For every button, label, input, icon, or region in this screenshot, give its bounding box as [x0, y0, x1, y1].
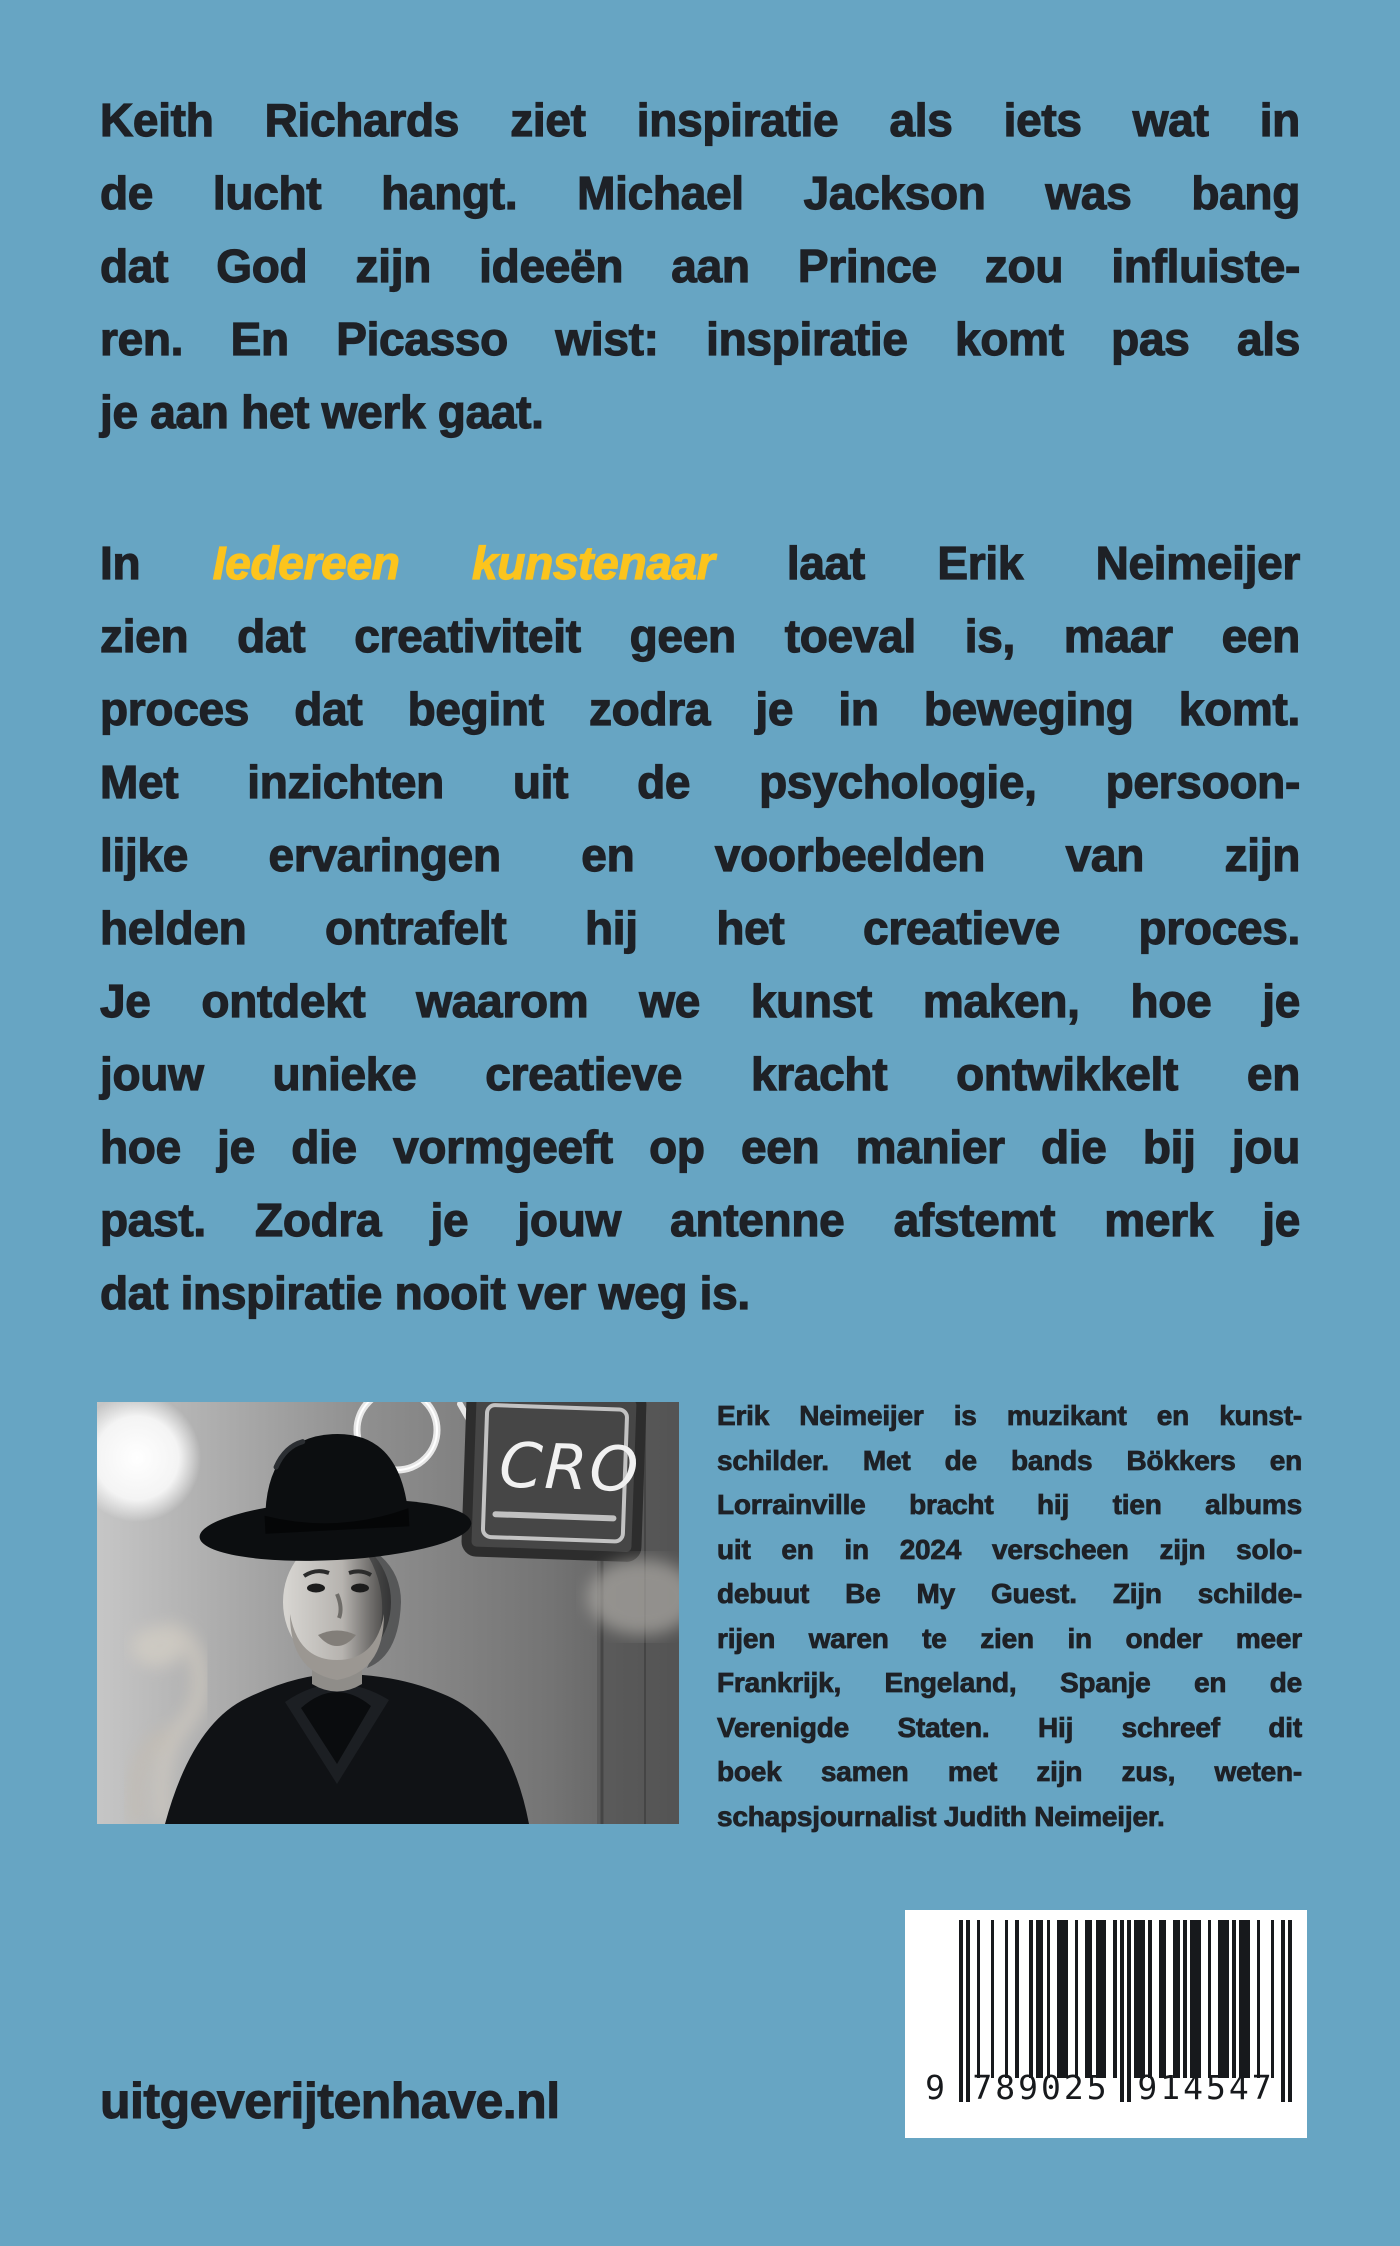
text-line: de lucht hangt. Michael Jackson was bang — [100, 167, 1300, 219]
text-line: Frankrijk, Engeland, Spanje en de — [717, 1667, 1302, 1698]
text-line: dat inspiratie nooit ver weg is. — [100, 1267, 750, 1319]
right-eye — [351, 1584, 369, 1593]
barcode-digits-right: 914547 — [1137, 2068, 1275, 2107]
text-line: Erik Neimeijer is muzikant en kunst- — [717, 1400, 1302, 1431]
barcode-bar — [1288, 1920, 1292, 2102]
barcode-digit-first: 9 — [925, 2068, 945, 2107]
barcode-bar — [1162, 1920, 1166, 2078]
book-title: Iedereen kunstenaar — [212, 537, 715, 589]
barcode-bar — [1183, 1920, 1187, 2078]
neon-sign — [466, 1402, 643, 1557]
blurb-paragraph-2 — [100, 527, 1300, 1330]
author-bio — [717, 1394, 1302, 1839]
barcode-bar — [1257, 1920, 1261, 2078]
barcode-bar — [966, 1920, 970, 2102]
text-line: jouw unieke creatieve kracht ontwikkelt en — [100, 1048, 1300, 1100]
barcode-bar — [1208, 1920, 1212, 2078]
barcode-bar — [1120, 1920, 1124, 2102]
barcode-bar — [1029, 1920, 1033, 2078]
barcode-bar — [1047, 1920, 1051, 2078]
barcode-bar — [959, 1920, 963, 2102]
text-line: schapsjournalist Judith Neimeijer. — [717, 1800, 1165, 1832]
author-photo — [97, 1402, 679, 1824]
barcode-bar — [1141, 1920, 1145, 2078]
text-line: Met inzichten uit de psychologie, persoon- — [100, 756, 1300, 808]
barcode-bar — [1127, 1920, 1131, 2102]
barcode-bar — [1176, 1920, 1180, 2078]
barcode-bar — [991, 1920, 995, 2078]
barcode-box — [905, 1910, 1307, 2138]
barcode-bar — [1005, 1920, 1009, 2078]
text-line: ren. En Picasso wist: inspiratie komt pas als — [100, 313, 1300, 365]
blurb-paragraph-1 — [100, 84, 1300, 449]
text-line: dat God zijn ideeën aan Prince zou influiste- — [100, 240, 1300, 292]
neon-sign-text: CRO — [497, 1428, 642, 1507]
barcode-bar — [1103, 1920, 1107, 2078]
publisher-website: uitgeverijtenhave.nl — [100, 2073, 560, 2129]
barcode-bar — [1040, 1920, 1044, 2078]
text-segment: In — [100, 537, 213, 589]
barcode-bar — [1015, 1920, 1019, 2078]
barcode-bar — [1225, 1920, 1229, 2078]
text-line: Je ontdekt waarom we kunst maken, hoe je — [100, 975, 1300, 1027]
text-line: hoe je die vormgeeft op een manier die bij jou — [100, 1121, 1300, 1173]
text-line: proces dat begint zodra je in beweging komt. — [100, 683, 1300, 735]
text-line — [100, 527, 1300, 600]
text-line: zien dat creativiteit geen toeval is, maar een — [100, 610, 1300, 662]
barcode-bar — [1271, 1920, 1275, 2078]
barcode-digits-left: 789025 — [972, 2068, 1110, 2107]
barcode-bar — [1246, 1920, 1250, 2078]
barcode-bar — [1089, 1920, 1093, 2078]
barcode-bar — [1075, 1920, 1079, 2078]
text-line: je aan het werk gaat. — [100, 386, 544, 438]
text-line: Keith Richards ziet inspiratie als iets wat in — [100, 94, 1300, 146]
barcode-bar — [977, 1920, 981, 2078]
barcode-bar — [1281, 1920, 1285, 2102]
barcode-bar — [1113, 1920, 1117, 2078]
text-line: uit en in 2024 verscheen zijn solo- — [717, 1533, 1302, 1565]
text-line: boek samen met zijn zus, weten- — [717, 1756, 1302, 1787]
text-line: schilder. Met de bands Bökkers en — [717, 1444, 1302, 1476]
text-line: rijen waren te zien in onder meer — [717, 1622, 1302, 1654]
text-line: helden ontrafelt hij het creatieve proces. — [100, 902, 1300, 954]
text-line: past. Zodra je jouw antenne afstemt merk je — [100, 1194, 1300, 1246]
text-segment: laat Erik Neimeijer — [714, 537, 1300, 589]
text-line: Verenigde Staten. Hij schreef dit — [717, 1711, 1302, 1743]
barcode-bar — [1197, 1920, 1201, 2078]
text-line: debuut Be My Guest. Zijn schilde- — [717, 1578, 1302, 1609]
text-line: lijke ervaringen en voorbeelden van zijn — [100, 829, 1300, 881]
barcode-bar — [1148, 1920, 1152, 2078]
barcode-bar — [1064, 1920, 1068, 2078]
text-line: Lorrainville bracht hij tien albums — [717, 1489, 1302, 1520]
left-eye — [307, 1584, 325, 1593]
barcode-bar — [1232, 1920, 1236, 2078]
